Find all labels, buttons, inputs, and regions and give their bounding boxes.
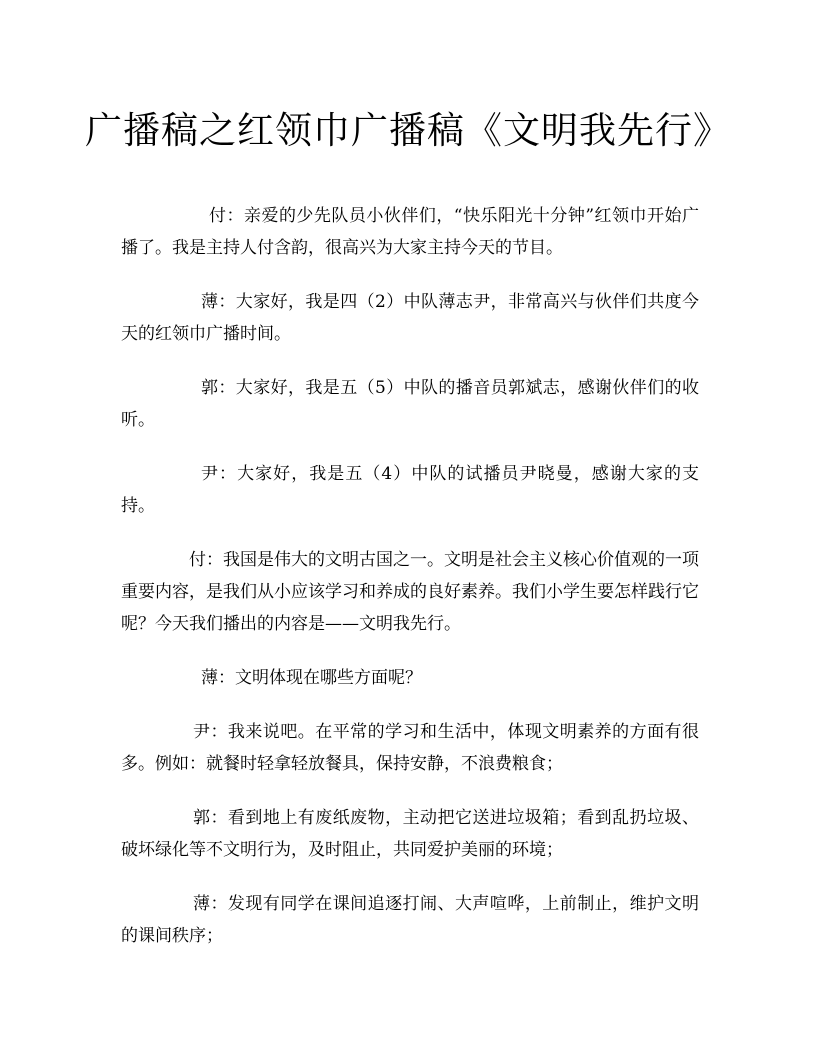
paragraph: 尹：我来说吧。在平常的学习和生活中，体现文明素养的方面有很多。例如：就餐时轻拿轻放餐具，保持安静，不浪费粮食； xyxy=(121,722,699,774)
paragraph: 尹：大家好，我是五（4）中队的试播员尹晓曼，感谢大家的支持。 xyxy=(121,464,699,516)
document-body xyxy=(121,200,699,974)
document-title: 广播稿之红领巾广播稿《文明我先行》 xyxy=(85,109,731,152)
paragraph: 郭：看到地上有废纸废物，主动把它送进垃圾箱；看到乱扔垃圾、破坏绿化等不文明行为，及时阻止，共同爱护美丽的环境； xyxy=(121,808,699,860)
paragraph: 薄：发现有同学在课间追逐打闹、大声喧哗，上前制止，维护文明的课间秩序； xyxy=(121,894,699,946)
paragraph: 付：我国是伟大的文明古国之一。文明是社会主义核心价值观的一项重要内容，是我们从小应该学习和养成的良好素养。我们小学生要怎样践行它呢？今天我们播出的内容是——文明我先行。 xyxy=(121,550,699,634)
paragraph: 薄：文明体现在哪些方面呢？ xyxy=(201,668,422,688)
paragraph: 薄：大家好，我是四（2）中队薄志尹，非常高兴与伙伴们共度今天的红领巾广播时间。 xyxy=(121,292,699,344)
paragraph: 郭：大家好，我是五（5）中队的播音员郭斌志，感谢伙伴们的收听。 xyxy=(121,378,699,430)
paragraph: 付：亲爱的少先队员小伙伴们，“快乐阳光十分钟”红领巾开始广播了。我是主持人付含韵，很高兴为大家主持今天的节目。 xyxy=(121,206,699,258)
